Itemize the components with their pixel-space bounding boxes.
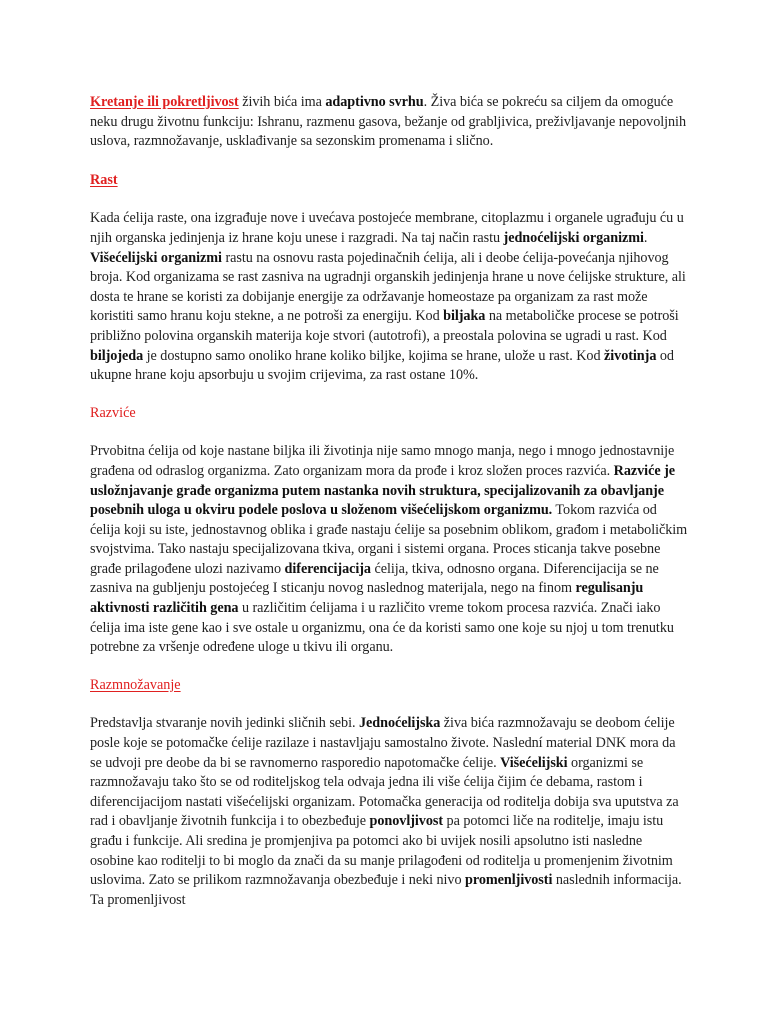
heading-razvice: Razviće (90, 404, 136, 421)
razvice-text-4: u različitim ćelijama i u različito vreme tokom procesa razvića. Znači iako ćelija ima iste gene kao i sve ostale u organizmu, ona će da koristi samo one koje su njoj u tom trenutku potrebne za vršenje određene uloge u tkivu ili organu. (90, 600, 674, 656)
intro-text-2: . Živa bića se pokreću sa ciljem da omoguće neku drugu životnu funkciju: Ishranu, razmenu gasova, bežanje od grabljivica, preživljavanje nepovoljnih uslova, razmnožavanje, usklađivanje sa sezonskim promenama i slično. (90, 94, 686, 150)
razmnozavanje-text-3: organizmi se razmnožavaju tako što se od roditeljskog tela odvaja jedna ili više ćelija čijim će debama, rastom i diferencijacijom nastati višećelijski organizam. Potomačka generacija od roditelja dobija sva uputstva za rad i obavljanje životnih funkcija i to obezbeđuje (90, 754, 679, 830)
rast-text-3: rastu na osnovu rasta pojedinačnih ćelija, ali i deobe ćelija-povećanja njihovog broja. Kod organizama se rast zasniva na ugradnji organskih jedinjenja hrane u nove ćelijske strukture, ali dosta te hrane se koristi za dobijanje energije za održavanje homeostaze pa organizam za rast može koristiti samo hranu koju stekne, a ne potroši za energiju. Kod (90, 249, 686, 325)
razmnozavanje-text-2: živa bića razmnožavaju se deobom ćelije posle koje se potomačke ćelije razilaze i nastavljaju samostalno živote. Naslední material DNK mora da se udvoji pre deobe da bi se ravnomerno rasporedio napotomačke ćelije. (90, 715, 676, 771)
intro-bold-adaptivno: adaptivno svrhu (325, 94, 424, 110)
rast-bold-jednocelijski: jednoćelijski organizmi (503, 229, 644, 246)
rast-text-1: Kada ćelija raste, ona izgrađuje nove i uvećava postojeće membrane, citoplazmu i organele ugrađuju ću u njih organska jedinjenja iz hrane koju unese i razgradi. Na taj način rastu (90, 210, 684, 246)
heading-razmnozavanje: Razmnožavanje (90, 676, 181, 693)
intro-link-kretanje[interactable]: Kretanje ili pokretljivost (90, 94, 239, 110)
razmnozavanje-bold-promenljivosti: promenljivosti (465, 872, 553, 889)
razmnozavanje-bold-visecelijski: Višećelijski (500, 754, 568, 771)
razmnozavanje-bold-ponovljivost: ponovljivost (369, 813, 444, 830)
rast-text-2: . (643, 229, 648, 246)
heading-rast: Rast (90, 171, 118, 188)
rast-bold-visecelijski: Višećelijski organizmi (90, 249, 222, 266)
razmnozavanje-text-4: pa potomci liče na roditelje, imaju istu građu i funkcije. Ali sredina je promjenjiva pa potomci ako bi uvijek nosili apsolutno isti nasledne osobine kao roditelji to bi moglo da znači da su manje prilagođeni od roditelja u promenjenim životnim uslovima. Zato se prilikom razmnožavanja obezbeđuje i neki nivo (90, 813, 673, 889)
rast-text-5: je dostupno samo onoliko hrane koliko biljke, kojima se hrane, ulože u rast. Kod (143, 347, 605, 364)
rast-text-4: na metaboličke procese se potroši približno polovina organskih materija koje stvori (autotrofi), a preostala polovina se ugradi u rast. Kod (90, 308, 679, 344)
rast-paragraph (90, 209, 688, 385)
razvice-text-3: ćelija, tkiva, odnosno organa. Diferencijacija se ne zasniva na gubljenju postojećeg I sticanju novog naslednog materijala, nego na finom (90, 560, 659, 597)
rast-bold-biljojeda: biljojeda (90, 347, 144, 364)
razvice-paragraph (90, 442, 688, 658)
intro-text-1: živih bića ima (238, 94, 326, 110)
razvice-bold-diferencijacija: diferencijacija (284, 560, 371, 577)
razmnozavanje-text-5: naslednih informacija. Ta promenljivost (90, 872, 682, 908)
razmnozavanje-bold-jednocelijska: Jednoćelijska (358, 715, 441, 732)
rast-bold-biljaka: biljaka (443, 308, 486, 325)
razvice-bold-definition: Razviće je usložnjavanje građe organizma putem nastanka novih struktura, specijalizovanih za obavljanje posebnih uloga u okviru podele poslova u složenom višećelijskom organizmu. (90, 462, 675, 519)
razvice-bold-regulisanju: regulisanju aktivnosti različitih gena (90, 580, 644, 617)
razvice-text-2: Tokom razvića od ćelija koji su iste, jednostavnog oblika i građe nastaju ćelije sa posebnim oblikom, građom i metaboličkim svojstvima. Tako nastaju specijalizovana tkiva, organi i sistemi organa. Proces sticanja takve posebne građe prilagođene ulozi nazivamo (90, 502, 688, 577)
rast-text-6: od ukupne hrane koju apsorbuju u svojim crijevima, za rast ostane 10%. (90, 347, 674, 384)
razmnozavanje-paragraph (90, 714, 688, 910)
razvice-text-1: Prvobitna ćelija od koje nastane biljka ili životinja nije samo mnogo manja, nego i mnogo jednostavnije građena od odraslog organizma. Zato organizam mora da prođe i kroz složen proces razvića. (90, 443, 675, 479)
rast-bold-zivotinja: životinja (604, 347, 657, 364)
razmnozavanje-text-1: Predstavlja stvaranje novih jedinki sličnih sebi. (90, 715, 359, 732)
intro-paragraph (90, 93, 688, 152)
